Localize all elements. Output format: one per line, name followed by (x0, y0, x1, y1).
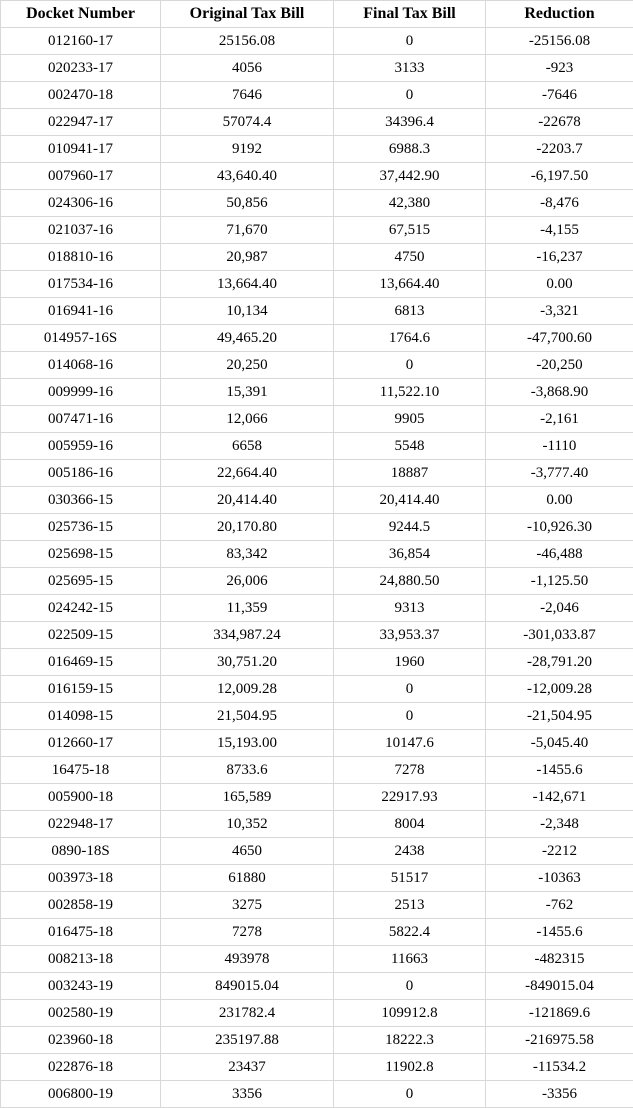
original-tax-bill-cell: 11,359 (161, 595, 334, 622)
final-tax-bill-cell: 67,515 (334, 217, 486, 244)
docket-number-cell: 003973-18 (1, 865, 161, 892)
final-tax-bill-cell: 0 (334, 28, 486, 55)
docket-number-cell: 020233-17 (1, 55, 161, 82)
original-tax-bill-cell: 13,664.40 (161, 271, 334, 298)
docket-number-cell: 007471-16 (1, 406, 161, 433)
table-row (1, 757, 633, 784)
table-row (1, 622, 633, 649)
table-row (1, 838, 633, 865)
final-tax-bill-cell: 0 (334, 352, 486, 379)
docket-number-cell: 008213-18 (1, 946, 161, 973)
table-row (1, 460, 633, 487)
original-tax-bill-cell: 231782.4 (161, 1000, 334, 1027)
header-original-tax-bill: Original Tax Bill (161, 1, 334, 28)
header-reduction: Reduction (486, 1, 633, 28)
docket-number-cell: 025736-15 (1, 514, 161, 541)
final-tax-bill-cell: 4750 (334, 244, 486, 271)
docket-number-cell: 014098-15 (1, 703, 161, 730)
docket-number-cell: 021037-16 (1, 217, 161, 244)
docket-number-cell: 006800-19 (1, 1081, 161, 1108)
docket-number-cell: 003243-19 (1, 973, 161, 1000)
docket-number-cell: 002858-19 (1, 892, 161, 919)
reduction-cell: -11534.2 (486, 1054, 633, 1081)
reduction-cell: -2203.7 (486, 136, 633, 163)
final-tax-bill-cell: 18222.3 (334, 1027, 486, 1054)
original-tax-bill-cell: 23437 (161, 1054, 334, 1081)
table-row (1, 568, 633, 595)
reduction-cell: -22678 (486, 109, 633, 136)
reduction-cell: -46,488 (486, 541, 633, 568)
table-row (1, 325, 633, 352)
table-row (1, 1054, 633, 1081)
docket-number-cell: 005186-16 (1, 460, 161, 487)
reduction-cell: -10,926.30 (486, 514, 633, 541)
docket-number-cell: 016941-16 (1, 298, 161, 325)
original-tax-bill-cell: 21,504.95 (161, 703, 334, 730)
docket-number-cell: 010941-17 (1, 136, 161, 163)
reduction-cell: -3,321 (486, 298, 633, 325)
original-tax-bill-cell: 15,193.00 (161, 730, 334, 757)
docket-number-cell: 022876-18 (1, 1054, 161, 1081)
reduction-cell: -3,777.40 (486, 460, 633, 487)
final-tax-bill-cell: 9313 (334, 595, 486, 622)
table-row (1, 1000, 633, 1027)
final-tax-bill-cell: 8004 (334, 811, 486, 838)
reduction-cell: -121869.6 (486, 1000, 633, 1027)
original-tax-bill-cell: 57074.4 (161, 109, 334, 136)
table-row (1, 595, 633, 622)
docket-number-cell: 025698-15 (1, 541, 161, 568)
original-tax-bill-cell: 43,640.40 (161, 163, 334, 190)
original-tax-bill-cell: 334,987.24 (161, 622, 334, 649)
docket-number-cell: 025695-15 (1, 568, 161, 595)
original-tax-bill-cell: 7646 (161, 82, 334, 109)
docket-number-cell: 022947-17 (1, 109, 161, 136)
table-row (1, 973, 633, 1000)
final-tax-bill-cell: 13,664.40 (334, 271, 486, 298)
reduction-cell: 0.00 (486, 487, 633, 514)
table-row (1, 946, 633, 973)
final-tax-bill-cell: 0 (334, 1081, 486, 1108)
reduction-cell: -1455.6 (486, 919, 633, 946)
reduction-cell: -5,045.40 (486, 730, 633, 757)
final-tax-bill-cell: 18887 (334, 460, 486, 487)
reduction-cell: -2,161 (486, 406, 633, 433)
final-tax-bill-cell: 5822.4 (334, 919, 486, 946)
reduction-cell: -1110 (486, 433, 633, 460)
final-tax-bill-cell: 51517 (334, 865, 486, 892)
final-tax-bill-cell: 22917.93 (334, 784, 486, 811)
reduction-cell: -10363 (486, 865, 633, 892)
docket-number-cell: 017534-16 (1, 271, 161, 298)
final-tax-bill-cell: 0 (334, 703, 486, 730)
original-tax-bill-cell: 50,856 (161, 190, 334, 217)
original-tax-bill-cell: 20,170.80 (161, 514, 334, 541)
reduction-cell: -2,348 (486, 811, 633, 838)
final-tax-bill-cell: 9905 (334, 406, 486, 433)
docket-number-cell: 007960-17 (1, 163, 161, 190)
final-tax-bill-cell: 6813 (334, 298, 486, 325)
table-row (1, 811, 633, 838)
docket-number-cell: 009999-16 (1, 379, 161, 406)
final-tax-bill-cell: 34396.4 (334, 109, 486, 136)
docket-number-cell: 016469-15 (1, 649, 161, 676)
original-tax-bill-cell: 83,342 (161, 541, 334, 568)
docket-number-cell: 022948-17 (1, 811, 161, 838)
original-tax-bill-cell: 7278 (161, 919, 334, 946)
table-row (1, 784, 633, 811)
docket-number-cell: 016475-18 (1, 919, 161, 946)
table-row (1, 271, 633, 298)
docket-number-cell: 018810-16 (1, 244, 161, 271)
reduction-cell: -142,671 (486, 784, 633, 811)
final-tax-bill-cell: 0 (334, 82, 486, 109)
reduction-cell: -25156.08 (486, 28, 633, 55)
reduction-cell: -1455.6 (486, 757, 633, 784)
final-tax-bill-cell: 36,854 (334, 541, 486, 568)
reduction-cell: -1,125.50 (486, 568, 633, 595)
table-row (1, 1027, 633, 1054)
docket-number-cell: 0890-18S (1, 838, 161, 865)
docket-number-cell: 024306-16 (1, 190, 161, 217)
reduction-cell: -849015.04 (486, 973, 633, 1000)
reduction-cell: 0.00 (486, 271, 633, 298)
original-tax-bill-cell: 20,987 (161, 244, 334, 271)
table-row (1, 892, 633, 919)
original-tax-bill-cell: 20,250 (161, 352, 334, 379)
final-tax-bill-cell: 10147.6 (334, 730, 486, 757)
final-tax-bill-cell: 9244.5 (334, 514, 486, 541)
final-tax-bill-cell: 37,442.90 (334, 163, 486, 190)
table-row (1, 433, 633, 460)
table-row (1, 541, 633, 568)
table-row (1, 244, 633, 271)
original-tax-bill-cell: 10,352 (161, 811, 334, 838)
final-tax-bill-cell: 42,380 (334, 190, 486, 217)
reduction-cell: -12,009.28 (486, 676, 633, 703)
original-tax-bill-cell: 12,066 (161, 406, 334, 433)
original-tax-bill-cell: 20,414.40 (161, 487, 334, 514)
header-row (1, 1, 633, 28)
table-row (1, 82, 633, 109)
docket-number-cell: 023960-18 (1, 1027, 161, 1054)
original-tax-bill-cell: 4056 (161, 55, 334, 82)
docket-number-cell: 012660-17 (1, 730, 161, 757)
table-row (1, 649, 633, 676)
table-row (1, 1081, 633, 1108)
table-row (1, 136, 633, 163)
docket-number-cell: 014957-16S (1, 325, 161, 352)
original-tax-bill-cell: 165,589 (161, 784, 334, 811)
reduction-cell: -6,197.50 (486, 163, 633, 190)
table-row (1, 703, 633, 730)
final-tax-bill-cell: 20,414.40 (334, 487, 486, 514)
reduction-cell: -28,791.20 (486, 649, 633, 676)
final-tax-bill-cell: 2513 (334, 892, 486, 919)
reduction-cell: -762 (486, 892, 633, 919)
table-row (1, 298, 633, 325)
original-tax-bill-cell: 849015.04 (161, 973, 334, 1000)
final-tax-bill-cell: 3133 (334, 55, 486, 82)
original-tax-bill-cell: 30,751.20 (161, 649, 334, 676)
docket-number-cell: 022509-15 (1, 622, 161, 649)
reduction-cell: -2,046 (486, 595, 633, 622)
final-tax-bill-cell: 33,953.37 (334, 622, 486, 649)
table-row (1, 379, 633, 406)
original-tax-bill-cell: 8733.6 (161, 757, 334, 784)
original-tax-bill-cell: 25156.08 (161, 28, 334, 55)
table-row (1, 28, 633, 55)
reduction-cell: -20,250 (486, 352, 633, 379)
original-tax-bill-cell: 61880 (161, 865, 334, 892)
original-tax-bill-cell: 71,670 (161, 217, 334, 244)
final-tax-bill-cell: 6988.3 (334, 136, 486, 163)
docket-number-cell: 16475-18 (1, 757, 161, 784)
table-row (1, 109, 633, 136)
table-row (1, 352, 633, 379)
table-row (1, 217, 633, 244)
original-tax-bill-cell: 493978 (161, 946, 334, 973)
original-tax-bill-cell: 12,009.28 (161, 676, 334, 703)
docket-number-cell: 016159-15 (1, 676, 161, 703)
header-final-tax-bill: Final Tax Bill (334, 1, 486, 28)
docket-number-cell: 002470-18 (1, 82, 161, 109)
table-row (1, 190, 633, 217)
table-row (1, 163, 633, 190)
final-tax-bill-cell: 11,522.10 (334, 379, 486, 406)
docket-number-cell: 030366-15 (1, 487, 161, 514)
table-body (1, 28, 633, 1108)
final-tax-bill-cell: 5548 (334, 433, 486, 460)
reduction-cell: -216975.58 (486, 1027, 633, 1054)
header-docket-number: Docket Number (1, 1, 161, 28)
final-tax-bill-cell: 2438 (334, 838, 486, 865)
table-row (1, 487, 633, 514)
final-tax-bill-cell: 0 (334, 676, 486, 703)
docket-number-cell: 005959-16 (1, 433, 161, 460)
table-row (1, 514, 633, 541)
docket-number-cell: 012160-17 (1, 28, 161, 55)
table-row (1, 676, 633, 703)
reduction-cell: -4,155 (486, 217, 633, 244)
reduction-cell: -8,476 (486, 190, 633, 217)
docket-number-cell: 005900-18 (1, 784, 161, 811)
reduction-cell: -923 (486, 55, 633, 82)
docket-number-cell: 024242-15 (1, 595, 161, 622)
original-tax-bill-cell: 9192 (161, 136, 334, 163)
final-tax-bill-cell: 24,880.50 (334, 568, 486, 595)
docket-number-cell: 002580-19 (1, 1000, 161, 1027)
original-tax-bill-cell: 3275 (161, 892, 334, 919)
original-tax-bill-cell: 26,006 (161, 568, 334, 595)
reduction-cell: -482315 (486, 946, 633, 973)
reduction-cell: -301,033.87 (486, 622, 633, 649)
final-tax-bill-cell: 1960 (334, 649, 486, 676)
reduction-cell: -16,237 (486, 244, 633, 271)
original-tax-bill-cell: 3356 (161, 1081, 334, 1108)
table-row (1, 406, 633, 433)
final-tax-bill-cell: 109912.8 (334, 1000, 486, 1027)
table-row (1, 730, 633, 757)
original-tax-bill-cell: 235197.88 (161, 1027, 334, 1054)
reduction-cell: -3,868.90 (486, 379, 633, 406)
original-tax-bill-cell: 6658 (161, 433, 334, 460)
final-tax-bill-cell: 11902.8 (334, 1054, 486, 1081)
original-tax-bill-cell: 22,664.40 (161, 460, 334, 487)
table-row (1, 919, 633, 946)
original-tax-bill-cell: 4650 (161, 838, 334, 865)
reduction-cell: -21,504.95 (486, 703, 633, 730)
docket-number-cell: 014068-16 (1, 352, 161, 379)
reduction-cell: -7646 (486, 82, 633, 109)
table-row (1, 55, 633, 82)
original-tax-bill-cell: 15,391 (161, 379, 334, 406)
reduction-cell: -2212 (486, 838, 633, 865)
original-tax-bill-cell: 10,134 (161, 298, 334, 325)
final-tax-bill-cell: 1764.6 (334, 325, 486, 352)
table-row (1, 865, 633, 892)
final-tax-bill-cell: 0 (334, 973, 486, 1000)
final-tax-bill-cell: 11663 (334, 946, 486, 973)
reduction-cell: -3356 (486, 1081, 633, 1108)
reduction-cell: -47,700.60 (486, 325, 633, 352)
final-tax-bill-cell: 7278 (334, 757, 486, 784)
original-tax-bill-cell: 49,465.20 (161, 325, 334, 352)
